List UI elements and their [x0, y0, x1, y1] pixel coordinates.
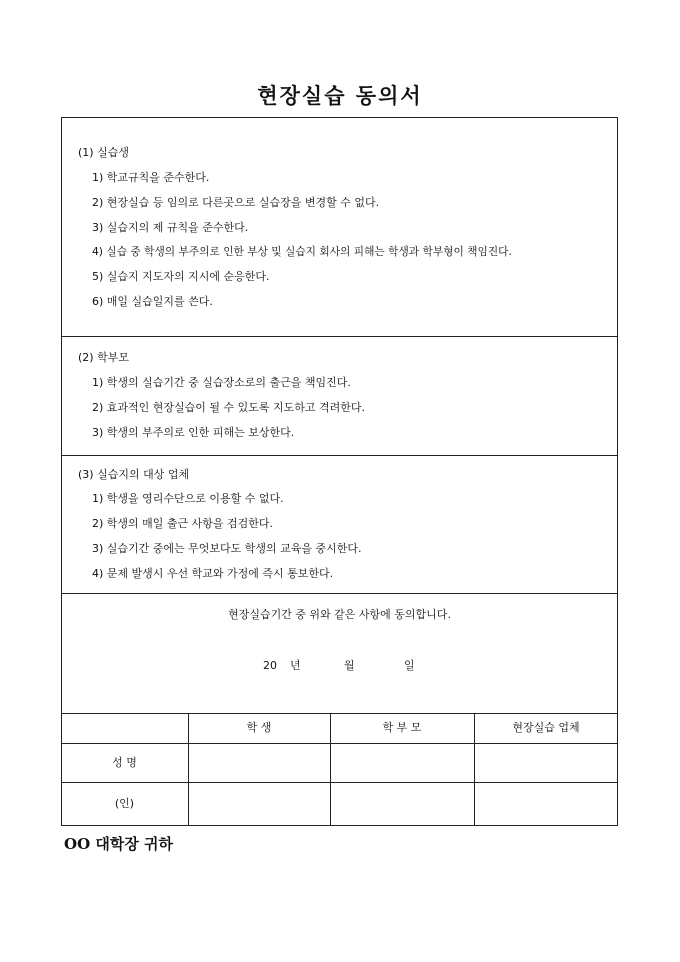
company-rule-1: 1) 학생을 영리수단으로 이용할 수 없다.: [92, 492, 284, 505]
parent-rule-1: 1) 학생의 실습기간 중 실습장소로의 출근을 책임진다.: [92, 376, 351, 389]
agreement-statement: 현장실습기간 중 위와 같은 사항에 동의합니다.: [228, 608, 451, 621]
student-rule-3: 3) 실습지의 제 규칙을 준수한다.: [92, 221, 249, 234]
section-divider: [61, 455, 618, 456]
company-rule-2: 2) 학생의 매일 출근 사항을 검검한다.: [92, 517, 274, 530]
table-header-line: [61, 743, 618, 744]
student-rule-6: 6) 매일 실습일지를 쓴다.: [92, 295, 213, 308]
student-rule-1: 1) 학교규칙을 준수한다.: [92, 171, 210, 184]
student-rule-2: 2) 현장실습 등 임의로 다른곳으로 실습장을 변경할 수 없다.: [92, 196, 380, 209]
row-label-name: 성 명: [112, 756, 137, 769]
document-title: 현장실습 동의서: [257, 83, 423, 108]
company-rule-4: 4) 문제 발생시 우선 학교와 가정에 즉시 통보한다.: [92, 567, 334, 580]
section-heading-student: (1) 실습생: [78, 146, 129, 159]
student-rule-4: 4) 실습 중 학생의 부주의로 인한 부상 및 실습지 회사의 피해는 학생과 학부형이 책임진다.: [92, 245, 512, 258]
company-rule-3: 3) 실습기간 중에는 무엇보다도 학생의 교육을 중시한다.: [92, 542, 362, 555]
section-divider: [61, 593, 618, 594]
date-month-label: 월: [344, 659, 355, 672]
parent-rule-3: 3) 학생의 부주의로 인한 피해는 보상한다.: [92, 426, 295, 439]
date-year-label: 년: [290, 659, 301, 672]
addressee: OO 대학장 귀하: [64, 835, 174, 853]
section-heading-company: (3) 실습지의 대상 업체: [78, 468, 190, 481]
header-parent: 학 부 모: [382, 721, 422, 734]
section-heading-parent: (2) 학부모: [78, 351, 129, 364]
header-student: 학 생: [246, 721, 272, 734]
section-divider: [61, 336, 618, 337]
parent-rule-2: 2) 효과적인 현장실습이 될 수 있도록 지도하고 격려한다.: [92, 401, 366, 414]
header-company: 현장실습 업체: [512, 721, 580, 734]
table-top-line: [61, 713, 618, 714]
row-label-seal: (인): [114, 797, 135, 810]
date-day-label: 일: [404, 659, 415, 672]
student-rule-5: 5) 실습지 지도자의 지시에 순응한다.: [92, 270, 270, 283]
date-year-prefix: 20: [263, 659, 277, 672]
table-row-line: [61, 782, 618, 783]
